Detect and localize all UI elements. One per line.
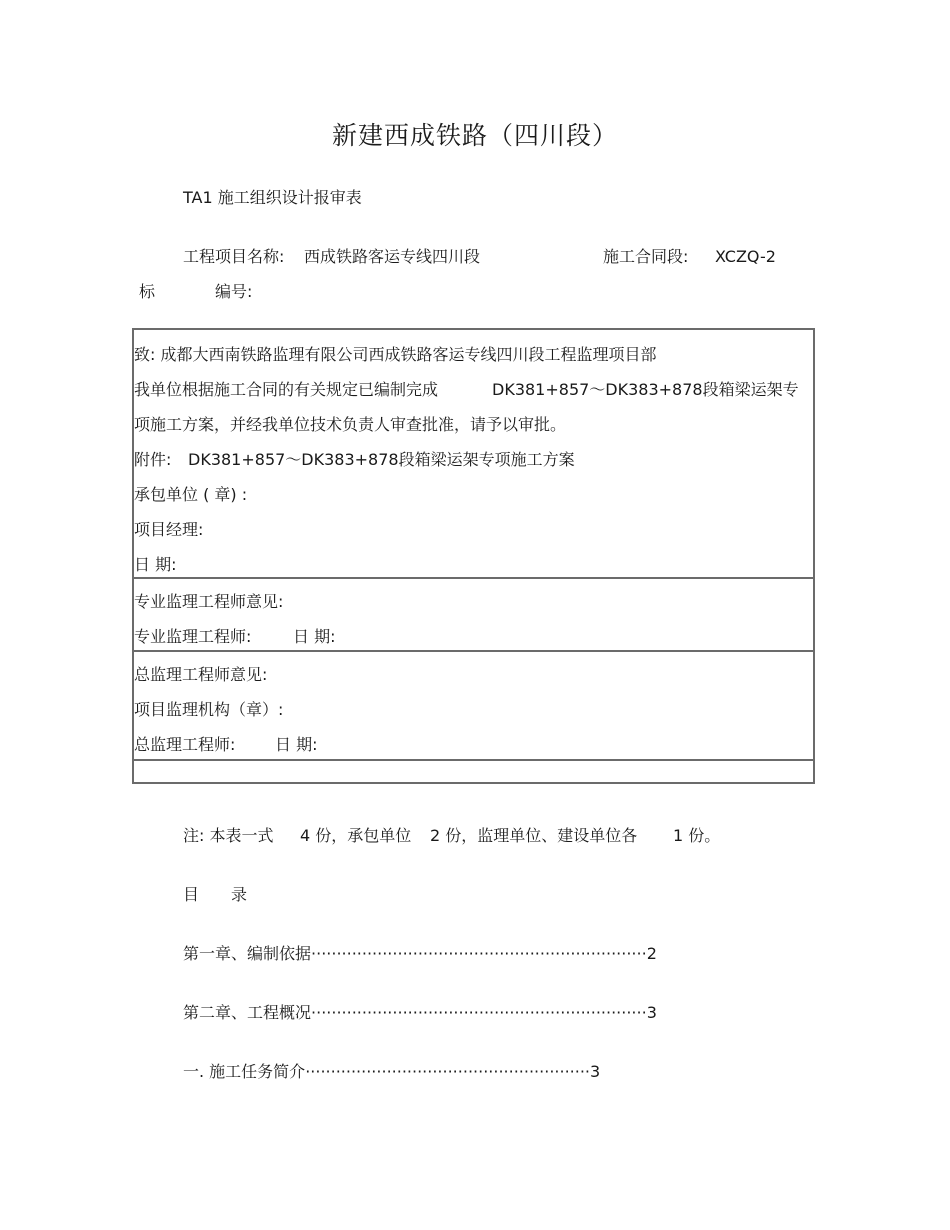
engineer-signature: 专业监理工程师: bbox=[134, 627, 252, 646]
attachment-label: 附件: bbox=[134, 450, 172, 469]
toc-item-label: 第二章、工程概况 bbox=[183, 1003, 312, 1022]
toc-item-label: 第一章、编制依据 bbox=[183, 944, 312, 963]
chief-date: 日 期: bbox=[275, 735, 318, 754]
note-part-d: 1 份。 bbox=[673, 826, 721, 845]
toc-item-label: 一. 施工任务简介 bbox=[183, 1062, 306, 1081]
page-title: 新建西成铁路（四川段） bbox=[331, 121, 618, 150]
toc-item[interactable] bbox=[183, 944, 657, 964]
addressee-line: 致: 成都大西南铁路监理有限公司西成铁路客运专线四川段工程监理项目部 bbox=[134, 345, 657, 364]
note-part-c: 2 份，监理单位、建设单位各 bbox=[430, 826, 638, 845]
contract-label: 施工合同段: bbox=[603, 247, 689, 266]
supervision-org-seal: 项目监理机构（章）: bbox=[134, 700, 284, 719]
engineer-section bbox=[134, 577, 813, 652]
body-line-1b: DK381+857～DK383+878段箱梁运架专 bbox=[492, 380, 799, 399]
toc-item[interactable] bbox=[183, 1003, 657, 1023]
number-label: 编号: bbox=[215, 282, 253, 301]
note-part-a: 注: 本表一式 bbox=[183, 826, 274, 845]
chief-opinion: 总监理工程师意见: bbox=[134, 665, 268, 684]
chief-section bbox=[134, 650, 813, 761]
toc-item-page: 3 bbox=[646, 1003, 657, 1022]
project-manager: 项目经理: bbox=[134, 520, 204, 539]
toc-item[interactable] bbox=[183, 1062, 600, 1082]
submission-date: 日 期: bbox=[134, 555, 177, 574]
contract-suffix: 标 bbox=[139, 282, 156, 301]
toc-item-leader: ·································································· bbox=[311, 944, 647, 963]
engineer-date: 日 期: bbox=[293, 627, 336, 646]
form-code: TA1 施工组织设计报审表 bbox=[183, 188, 362, 207]
attachment-value: DK381+857～DK383+878段箱梁运架专项施工方案 bbox=[188, 450, 575, 469]
toc-heading-a: 目 bbox=[183, 885, 200, 904]
body-line-2: 项施工方案，并经我单位技术负责人审查批准，请予以审批。 bbox=[134, 415, 567, 434]
body-line-1a: 我单位根据施工合同的有关规定已编制完成 bbox=[134, 380, 439, 399]
toc-item-page: 2 bbox=[646, 944, 657, 963]
project-name-value: 西成铁路客运专线四川段 bbox=[304, 247, 481, 266]
note-part-b: 4 份，承包单位 bbox=[300, 826, 412, 845]
approval-form-table bbox=[132, 328, 815, 784]
toc-item-leader: ·································································· bbox=[311, 1003, 647, 1022]
contract-value: XCZQ-2 bbox=[715, 247, 776, 266]
toc-item-page: 3 bbox=[590, 1062, 601, 1081]
chief-signature: 总监理工程师: bbox=[134, 735, 236, 754]
engineer-opinion: 专业监理工程师意见: bbox=[134, 592, 284, 611]
project-name-label: 工程项目名称: bbox=[183, 247, 285, 266]
toc-item-leader: ························································ bbox=[305, 1062, 590, 1081]
toc-heading-b: 录 bbox=[231, 885, 248, 904]
contractor-seal: 承包单位 ( 章) : bbox=[134, 485, 248, 504]
submission-section bbox=[134, 330, 813, 579]
